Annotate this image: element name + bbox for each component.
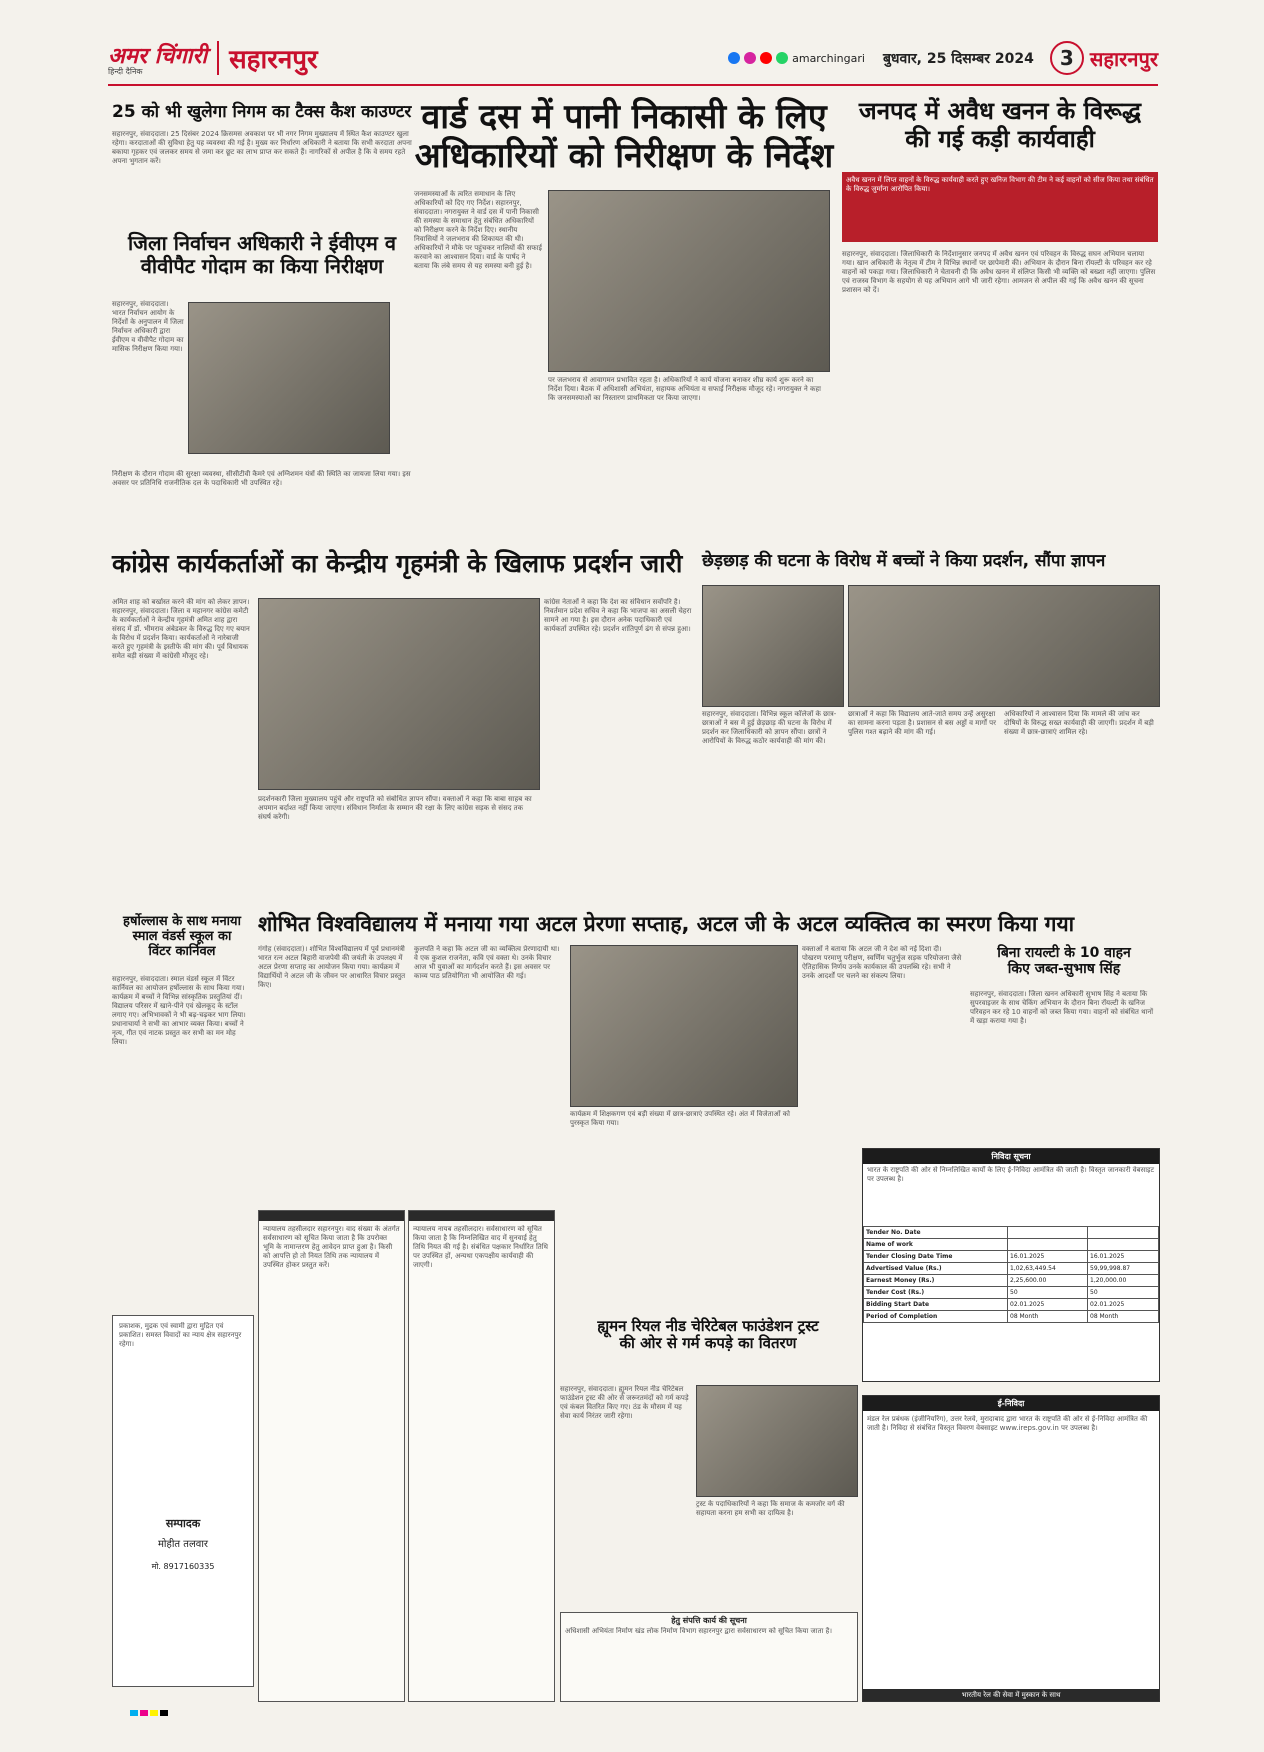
photo-memorandum bbox=[702, 585, 844, 707]
legal-notice-1 bbox=[258, 1210, 405, 1702]
headline-shobhit: शोभित विश्वविद्यालय में मनाया गया अटल प्रेरणा सप्ताह, अटल जी के अटल व्यक्तित्व का स्मरण किया गया bbox=[258, 912, 1075, 936]
tender-1-label-cell: Tender No. Date bbox=[864, 1227, 1008, 1239]
headline-congress: कांग्रेस कार्यकर्ताओं का केन्द्रीय गृहमंत्री के खिलाफ प्रदर्शन जारी bbox=[112, 549, 683, 578]
article-text-evm-b: निरीक्षण के दौरान गोदाम की सुरक्षा व्यवस्था, सीसीटीवी कैमरे एवं अग्निशमन यंत्रों की स्थिति का जायजा लिया गया। इस अवसर पर प्रतिनिधि राजनीतिक दल के पदाधिकारी भी उपस्थित रहे। bbox=[112, 470, 411, 487]
black-swatch bbox=[160, 1710, 168, 1716]
tender-notice-1 bbox=[862, 1148, 1160, 1382]
tender-1-row bbox=[864, 1263, 1159, 1275]
tender-1-row bbox=[864, 1311, 1159, 1323]
tender-1-intro: भारत के राष्ट्रपति की ओर से निम्नलिखित कार्यों के लिए ई-निविदा आमंत्रित की जाती है। विस्तृत जानकारी वेबसाइट पर उपलब्ध है। bbox=[867, 1166, 1155, 1183]
tender-notice-2 bbox=[862, 1395, 1160, 1702]
tender-1-value-cell bbox=[1088, 1227, 1159, 1239]
legal-notice-1-bar bbox=[259, 1211, 404, 1221]
tender-1-value-cell: 1,20,000.00 bbox=[1088, 1275, 1159, 1287]
color-registration-bar bbox=[130, 1710, 168, 1716]
article-text-shobhit-c: कार्यक्रम में शिक्षकगण एवं बड़ी संख्या में छात्र-छात्राएं उपस्थित रहे। अंत में विजेताओं को पुरस्कृत किया गया। bbox=[570, 1110, 790, 1127]
tender-1-value-cell bbox=[1088, 1239, 1159, 1251]
article-text-congress-a: अमित शाह को बर्खास्त करने की मांग को लेकर ज्ञापन। सहारनपुर, संवाददाता। जिला व महानगर कांग्रेस कमेटी के कार्यकर्ताओं ने केन्द्रीय गृहमंत्री अमित शाह द्वारा संसद में डॉ. भीमराव अंबेडकर के विरुद्ध दिए गए बयान के विरोध में प्रदर्शन किया। कार्यकर्ताओं ने नारेबाजी करते हुए गृहमंत्री के इस्तीफे की मांग की। पूर्व विधायक समेत बड़ी संख्या में कांग्रेसी मौजूद रहे। bbox=[112, 598, 250, 660]
hetu-notice-title: हेतु संपत्ति कार्य की सूचना bbox=[671, 1616, 747, 1625]
article-text-carnival: सहारनपुर, संवाददाता। स्माल वंडर्स स्कूल में विंटर कार्निवल का आयोजन हर्षोल्लास के साथ किया गया। कार्यक्रम में बच्चों ने विभिन्न सांस्कृतिक प्रस्तुतियां दीं। विद्यालय परिसर में खाने-पीने एवं खेलकूद के स्टॉल लगाए गए। अभिभावकों ने भी बढ़-चढ़कर भाग लिया। प्रधानाचार्या ने सभी का आभार व्यक्त किया। बच्चों ने नृत्य, गीत एवं नाटक प्रस्तुत कर सभी का मन मोह लिया। bbox=[112, 975, 246, 1046]
article-text-khanan: सहारनपुर, संवाददाता। जिलाधिकारी के निर्देशानुसार जनपद में अवैध खनन एवं परिवहन के विरुद्ध सघन अभियान चलाया गया। खान अधिकारी के नेतृत्व में टीम ने विभिन्न स्थानों पर छापेमारी की। अभियान के दौरान बिना रॉयल्टी के परिवहन कर रहे वाहनों को पकड़ा गया। जिलाधिकारी ने चेतावनी दी कि अवैध खनन में संलिप्त किसी भी व्यक्ति को बख्शा नहीं जाएगा। पुलिस एवं राजस्व विभाग के सहयोग से यह अभियान आगे भी जारी रहेगा। आमजन से अपील की गई कि अवैध खनन की सूचना प्रशासन को दें। bbox=[842, 250, 1156, 294]
article-text-shobhit-d: वक्ताओं ने बताया कि अटल जी ने देश को नई दिशा दी। पोखरण परमाणु परीक्षण, स्वर्णिम चतुर्भुज सड़क परियोजना जैसे ऐतिहासिक निर्णय उनके कार्यकाल की उपलब्धि रहे। सभी ने उनके आदर्शों पर चलने का संकल्प लिया। bbox=[802, 945, 962, 980]
imprint-title: सम्पादक bbox=[165, 1517, 201, 1530]
article-text-congress-c: कांग्रेस नेताओं ने कहा कि देश का संविधान सर्वोपरि है। निवर्तमान प्रदेश सचिव ने कहा कि भाजपा का असली चेहरा सामने आ गया है। इस दौरान अनेक पदाधिकारी एवं कार्यकर्ता उपस्थित रहे। प्रदर्शन शांतिपूर्ण ढंग से संपन्न हुआ। bbox=[544, 598, 692, 633]
tender-1-value-cell: 16.01.2025 bbox=[1008, 1251, 1088, 1263]
legal-notice-2 bbox=[408, 1210, 555, 1702]
whatsapp-icon[interactable] bbox=[776, 52, 788, 64]
khanan-highlight-box: अवैध खनन में लिप्त वाहनों के विरुद्ध कार्यवाही करते हुए खनिज विभाग की टीम ने कई वाहनों को सीज किया तथा संबंधित के विरुद्ध जुर्माना आरोपित किया। bbox=[842, 172, 1158, 242]
page-number: 3 bbox=[1050, 41, 1084, 75]
article-text-human-b: ट्रस्ट के पदाधिकारियों ने कहा कि समाज के कमजोर वर्ग की सहायता करना हम सभी का दायित्व है। bbox=[696, 1500, 845, 1517]
yellow-swatch bbox=[150, 1710, 158, 1716]
headline-evm: जिला निर्वाचन अधिकारी ने ईवीएम व वीवीपैट गोदाम का किया निरीक्षण bbox=[128, 231, 396, 278]
article-text-evm-a: सहारनपुर, संवाददाता। भारत निर्वाचन आयोग के निर्देशों के अनुपालन में जिला निर्वाचन अधिकारी द्वारा ईवीएम व वीवीपैट गोदाम का मासिक निरीक्षण किया गया। bbox=[112, 300, 184, 353]
legal-notice-2-bar bbox=[409, 1211, 554, 1221]
tender-1-value-cell: 16.01.2025 bbox=[1088, 1251, 1159, 1263]
tender-1-value-cell: 2,25,600.00 bbox=[1008, 1275, 1088, 1287]
imprint-text: प्रकाशक, मुद्रक एवं स्वामी द्वारा मुद्रित एवं प्रकाशित। समस्त विवादों का न्याय क्षेत्र सहारनपुर रहेगा। bbox=[119, 1322, 242, 1348]
legal-notice-1-text: न्यायालय तहसीलदार सहारनपुर। वाद संख्या के अंतर्गत सर्वसाधारण को सूचित किया जाता है कि उपरोक्त भूमि के नामान्तरण हेतु आवेदन प्राप्त हुआ है। किसी को आपत्ति हो तो नियत तिथि तक न्यायालय में उपस्थित होकर प्रस्तुत करें। bbox=[263, 1225, 400, 1269]
article-text-ward-b: पर जलभराव से आवागमन प्रभावित रहता है। अधिकारियों ने कार्य योजना बनाकर शीघ्र कार्य शुरू करने का निर्देश दिया। बैठक में अधिशासी अभियंता, सहायक अभियंता व सफाई निरीक्षक मौजूद रहे। नगरायुक्त ने कहा कि जनसमस्याओं का निस्तारण प्राथमिकता पर किया जाएगा। bbox=[548, 376, 821, 402]
tender-1-row bbox=[864, 1275, 1159, 1287]
social-links bbox=[728, 52, 865, 65]
youtube-icon[interactable] bbox=[760, 52, 772, 64]
tender-1-label-cell: Earnest Money (Rs.) bbox=[864, 1275, 1008, 1287]
tender-1-value-cell: 50 bbox=[1008, 1287, 1088, 1299]
photo-evm-inspection bbox=[188, 302, 390, 454]
tender-1-value-cell: 08 Month bbox=[1008, 1311, 1088, 1323]
imprint-box bbox=[112, 1315, 254, 1687]
tender-1-label-cell: Tender Cost (Rs.) bbox=[864, 1287, 1008, 1299]
tender-1-value-cell: 1,02,63,449.54 bbox=[1008, 1263, 1088, 1275]
article-text-ward-a: जनसमस्याओं के त्वरित समाधान के लिए अधिकारियों को दिए गए निर्देश। सहारनपुर, संवाददाता। नगरायुक्त ने वार्ड दस में पानी निकासी की समस्या के समाधान हेतु संबंधित अधिकारियों को निरीक्षण करने के निर्देश दिए। स्थानीय निवासियों ने जलभराव की शिकायत की थी। अधिकारियों ने मौके पर पहुंचकर नालियों की सफाई करवाने का आश्वासन दिया। वार्ड के पार्षद ने बताया कि लंबे समय से यह समस्या बनी हुई है। bbox=[414, 190, 542, 270]
headline-human: ह्यूमन रियल नीड चेरिटेबल फाउंडेशन ट्रस्ट की ओर से गर्म कपड़े का वितरण bbox=[597, 1317, 819, 1353]
tender-1-value-cell: 59,99,998.87 bbox=[1088, 1263, 1159, 1275]
tender-1-table bbox=[863, 1226, 1159, 1323]
article-text-shobhit-b: कुलपति ने कहा कि अटल जी का व्यक्तित्व प्रेरणादायी था। वे एक कुशल राजनेता, कवि एवं वक्ता थे। उनके विचार आज भी युवाओं का मार्गदर्शन करते हैं। इस अवसर पर काव्य पाठ प्रतियोगिता भी आयोजित की गई। bbox=[414, 945, 560, 980]
tender-1-row bbox=[864, 1239, 1159, 1251]
tender-1-row bbox=[864, 1227, 1159, 1239]
tender-1-label-cell: Tender Closing Date Time bbox=[864, 1251, 1008, 1263]
photo-shobhit-event bbox=[570, 945, 798, 1107]
social-handle: amarchingari bbox=[792, 51, 865, 65]
masthead-divider bbox=[217, 41, 219, 75]
tender-1-value-cell: 02.01.2025 bbox=[1008, 1299, 1088, 1311]
hetu-notice bbox=[560, 1612, 858, 1702]
masthead bbox=[108, 38, 1158, 78]
page-city: सहारनपुर bbox=[1089, 46, 1158, 71]
page-number-badge bbox=[1050, 41, 1158, 75]
headline-ward: वार्ड दस में पानी निकासी के लिए अधिकारियों को निरीक्षण के निर्देश bbox=[414, 97, 834, 177]
magenta-swatch bbox=[140, 1710, 148, 1716]
tender-1-label-cell: Name of work bbox=[864, 1239, 1008, 1251]
article-text-shobhit-a: गंगोह (संवाददाता)। शोभित विश्वविद्यालय में पूर्व प्रधानमंत्री भारत रत्न अटल बिहारी वाजपेयी की जयंती के उपलक्ष्य में अटल प्रेरणा सप्ताह का आयोजन किया गया। कार्यक्रम में विद्यार्थियों ने अटल जी के जीवन पर आधारित विचार प्रस्तुत किए। bbox=[258, 945, 406, 989]
headline-chhedchhad: छेड़छाड़ की घटना के विरोध में बच्चों ने किया प्रदर्शन, सौंपा ज्ञापन bbox=[702, 551, 1106, 571]
newspaper-logo: अमर चिंगारी हिन्दी दैनिक bbox=[108, 42, 208, 76]
tender-1-label-cell: Advertised Value (Rs.) bbox=[864, 1263, 1008, 1275]
article-text-congress-b: प्रदर्शनकारी जिला मुख्यालय पहुंचे और राष्ट्रपति को संबोधित ज्ञापन सौंपा। वक्ताओं ने कहा कि बाबा साहब का अपमान बर्दाश्त नहीं किया जाएगा। संविधान निर्माता के सम्मान की रक्षा के लिए कांग्रेस सड़क से संसद तक संघर्ष करेगी। bbox=[258, 795, 532, 821]
article-text-chhedchhad-a: सहारनपुर, संवाददाता। विभिन्न स्कूल कॉलेजों के छात्र-छात्राओं ने बस में हुई छेड़छाड़ की घटना के विरोध में प्रदर्शन कर जिलाधिकारी को ज्ञापन सौंपा। छात्रों ने आरोपियों के विरुद्ध कठोर कार्यवाही की मांग की। bbox=[702, 710, 837, 745]
tender-1-value-cell: 02.01.2025 bbox=[1088, 1299, 1159, 1311]
article-text-nigam: सहारनपुर, संवाददाता। 25 दिसंबर 2024 क्रिसमस अवकाश पर भी नगर निगम मुख्यालय में स्थित कैश काउण्टर खुला रहेगा। करदाताओं की सुविधा हेतु यह व्यवस्था की गई है। मुख्य कर निर्धारण अधिकारी ने बताया कि सभी करदाता अपना बकाया गृहकर एवं जलकर समय से जमा कर छूट का लाभ प्राप्त कर सकते हैं। नागरिकों से अपील है कि वे समय रहते अपना भुगतान करें। bbox=[112, 130, 412, 165]
instagram-icon[interactable] bbox=[744, 52, 756, 64]
headline-nigam: 25 को भी खुलेगा निगम का टैक्स कैश काउण्टर bbox=[112, 102, 412, 122]
article-text-human-a: सहारनपुर, संवाददाता। ह्यूमन रियल नीड चेरिटेबल फाउंडेशन ट्रस्ट की ओर से जरूरतमंदों को गर्म कपड़े एवं कंबल वितरित किए गए। ठंड के मौसम में यह सेवा कार्य निरंतर जारी रहेगा। bbox=[560, 1385, 689, 1420]
article-text-vahan: सहारनपुर, संवाददाता। जिला खनन अधिकारी सुभाष सिंह ने बताया कि सुपरवाइजर के साथ चेकिंग अभियान के दौरान बिना रॉयल्टी के खनिज परिवहन कर रहे 10 वाहनों को जब्त किया गया। वाहनों को संबंधित थानों में खड़ा कराया गया है। bbox=[970, 990, 1154, 1025]
header-rule bbox=[108, 84, 1158, 86]
tender-2-text: मंडल रेल प्रबंधक (इंजीनियरिंग), उत्तर रेलवे, मुरादाबाद द्वारा भारत के राष्ट्रपति की ओर से ई-निविदा आमंत्रित की जाती है। निविदा से संबंधित विस्तृत विवरण वेबसाइट www.ireps.gov.in पर उपलब्ध है। bbox=[867, 1415, 1148, 1432]
hetu-notice-text: अधिशासी अभियंता निर्माण खंड लोक निर्माण विभाग सहारनपुर द्वारा सर्वसाधारण को सूचित किया जाता है। bbox=[565, 1627, 832, 1635]
headline-vahan: बिना रायल्टी के 10 वाहन किए जब्त-सुभाष सिंह bbox=[997, 945, 1131, 978]
tender-2-title: ई-निविदा bbox=[863, 1396, 1159, 1411]
tender-1-row bbox=[864, 1299, 1159, 1311]
photo-clothes-distribution bbox=[696, 1385, 858, 1497]
headline-carnival: हर्षोल्लास के साथ मनाया स्माल वंडर्स स्कूल का विंटर कार्निवल bbox=[123, 914, 241, 959]
tender-1-row bbox=[864, 1287, 1159, 1299]
article-text-chhedchhad-c: अधिकारियों ने आश्वासन दिया कि मामले की जांच कर दोषियों के विरुद्ध सख्त कार्यवाही की जाएगी। प्रदर्शन में बड़ी संख्या में छात्र-छात्राएं शामिल रहे। bbox=[1004, 710, 1154, 736]
legal-notice-2-text: न्यायालय नायब तहसीलदार। सर्वसाधारण को सूचित किया जाता है कि निम्नलिखित वाद में सुनवाई हेतु तिथि नियत की गई है। संबंधित पक्षकार निर्धारित तिथि पर उपस्थित हों, अन्यथा एकपक्षीय कार्यवाही की जाएगी। bbox=[413, 1225, 549, 1269]
tender-1-value-cell: 08 Month bbox=[1088, 1311, 1159, 1323]
tender-2-footer: भारतीय रेल की सेवा में मुस्कान के साथ bbox=[863, 1689, 1159, 1701]
tender-1-value-cell: 50 bbox=[1088, 1287, 1159, 1299]
article-text-chhedchhad-b: छात्राओं ने कहा कि विद्यालय आते-जाते समय उन्हें असुरक्षा का सामना करना पड़ता है। प्रशासन से बस अड्डों व मार्गों पर पुलिस गश्त बढ़ाने की मांग की गई। bbox=[848, 710, 996, 736]
editor-phone: मो. 8917160335 bbox=[151, 1562, 215, 1571]
tender-1-label-cell: Period of Completion bbox=[864, 1311, 1008, 1323]
photo-students-protest bbox=[848, 585, 1160, 707]
photo-congress-protest bbox=[258, 598, 540, 790]
cyan-swatch bbox=[130, 1710, 138, 1716]
edition-city: सहारनपुर bbox=[229, 45, 318, 75]
issue-date: बुधवार, 25 दिसम्बर 2024 bbox=[882, 50, 1034, 67]
tender-1-label-cell: Bidding Start Date bbox=[864, 1299, 1008, 1311]
tender-1-value-cell bbox=[1008, 1227, 1088, 1239]
headline-khanan: जनपद में अवैध खनन के विरूद्ध की गई कड़ी कार्यवाही bbox=[858, 97, 1142, 153]
facebook-icon[interactable] bbox=[728, 52, 740, 64]
tender-1-row bbox=[864, 1251, 1159, 1263]
editor-name: मोहीत तलवार bbox=[157, 1539, 209, 1550]
tender-1-value-cell bbox=[1008, 1239, 1088, 1251]
photo-ward-meeting bbox=[548, 190, 830, 372]
tender-1-title: निविदा सूचना bbox=[863, 1149, 1159, 1164]
